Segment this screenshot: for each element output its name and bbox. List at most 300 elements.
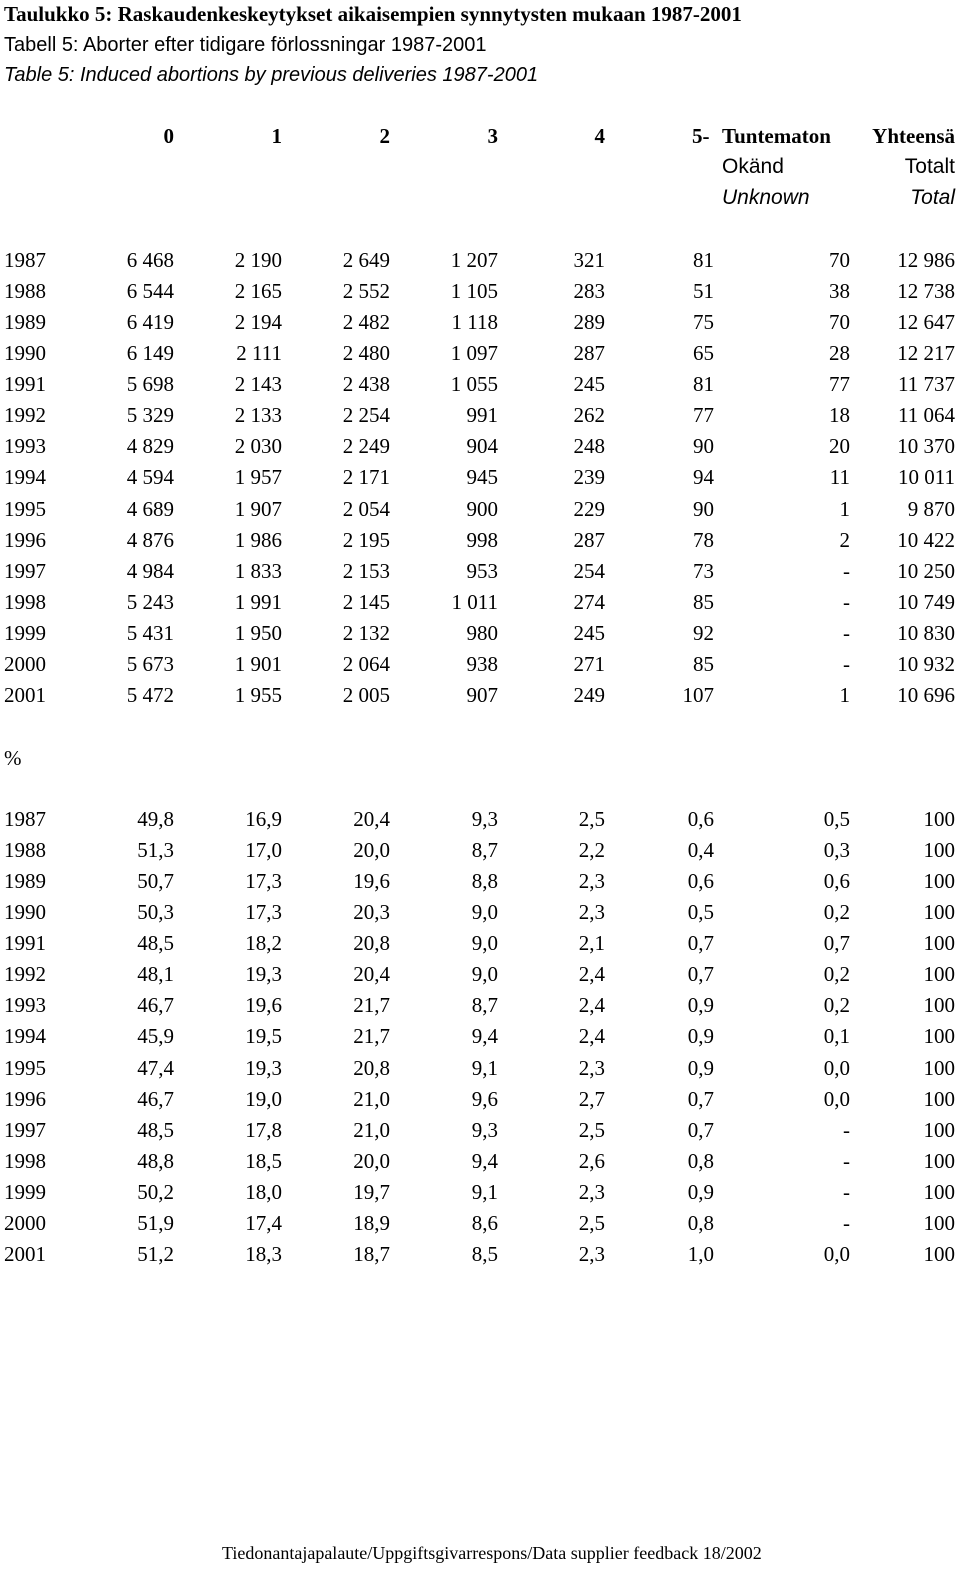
- column-header-2: 2: [379, 124, 390, 148]
- table-cell: 18,5: [245, 1148, 282, 1173]
- table-cell: 12 217: [897, 341, 955, 366]
- table-cell: 16,9: [245, 807, 282, 831]
- table-cell: 85: [693, 589, 714, 614]
- table-cell: 11: [829, 465, 850, 490]
- table-cell: 2 194: [234, 310, 282, 335]
- table-row: [0, 620, 960, 646]
- table-cell: 12 738: [897, 279, 955, 304]
- table-row: [0, 1241, 960, 1267]
- table-cell: 48,5: [137, 931, 174, 956]
- table-cell: 73: [693, 558, 714, 583]
- table-cell: -: [843, 589, 850, 614]
- table-cell: 10 932: [897, 651, 955, 676]
- table-cell: 5 673: [126, 651, 174, 676]
- table-row: [0, 402, 960, 428]
- table-cell: 2 145: [342, 589, 390, 614]
- table-row: [0, 930, 960, 956]
- table-cell: 274: [573, 589, 605, 614]
- table-cell: 239: [573, 465, 605, 490]
- table-cell: 70: [829, 310, 850, 335]
- table-cell: 2 190: [234, 248, 282, 272]
- table-cell: 2 480: [342, 341, 390, 366]
- row-year: 1990: [4, 341, 46, 366]
- row-year: 2000: [4, 1210, 46, 1235]
- table-cell: 2 254: [342, 403, 390, 428]
- table-cell: 5 698: [126, 372, 174, 397]
- table-cell: 2 064: [342, 651, 390, 676]
- table-cell: 100: [923, 931, 955, 956]
- table-row: [0, 1210, 960, 1236]
- table-cell: 9,4: [471, 1024, 498, 1049]
- row-year: 1994: [4, 465, 46, 490]
- table-cell: 9,3: [471, 1117, 498, 1142]
- table-cell: 77: [693, 403, 714, 428]
- table-cell: 45,9: [137, 1024, 174, 1049]
- table-cell: 4 689: [126, 496, 174, 521]
- table-cell: 2 649: [342, 248, 390, 272]
- table-cell: 78: [693, 527, 714, 552]
- table-cell: 0,0: [823, 1055, 850, 1080]
- row-year: 1987: [4, 807, 46, 831]
- table-cell: 2,3: [578, 1055, 605, 1080]
- row-year: 1992: [4, 962, 46, 987]
- column-header-total-fi: Yhteensä: [872, 124, 955, 148]
- table-cell: 2,3: [578, 1241, 605, 1266]
- table-row: [0, 1179, 960, 1205]
- table-cell: 19,6: [353, 869, 390, 894]
- table-cell: 81: [693, 372, 714, 397]
- table-cell: 10 696: [897, 682, 955, 707]
- table-cell: 2 195: [342, 527, 390, 552]
- table-cell: 18,2: [245, 931, 282, 956]
- table-cell: 1 105: [450, 279, 498, 304]
- table-cell: 46,7: [137, 993, 174, 1018]
- table-cell: 0,9: [687, 1179, 714, 1204]
- table-cell: 2,1: [578, 931, 605, 956]
- table-cell: 8,6: [471, 1210, 498, 1235]
- row-year: 1994: [4, 1024, 46, 1049]
- table-cell: 51,9: [137, 1210, 174, 1235]
- table-cell: 2,5: [578, 1210, 605, 1235]
- table-cell: 2 132: [342, 620, 390, 645]
- table-cell: 9,3: [471, 807, 498, 831]
- table-cell: 28: [829, 341, 850, 366]
- table-cell: 18,0: [245, 1179, 282, 1204]
- table-cell: 10 250: [897, 558, 955, 583]
- table-cell: 65: [693, 341, 714, 366]
- table-cell: 1 957: [234, 465, 282, 490]
- table-cell: 0,1: [823, 1024, 850, 1049]
- table-cell: 2,7: [578, 1086, 605, 1111]
- table-cell: 1 097: [450, 341, 498, 366]
- row-year: 1991: [4, 372, 46, 397]
- table-cell: 1 955: [234, 682, 282, 707]
- table-cell: 38: [829, 279, 850, 304]
- table-cell: 18,3: [245, 1241, 282, 1266]
- table-row: [0, 682, 960, 708]
- table-cell: 17,0: [245, 838, 282, 863]
- table-cell: 100: [923, 1117, 955, 1142]
- table-cell: 1 907: [234, 496, 282, 521]
- table-row: [0, 992, 960, 1018]
- table-cell: 20,0: [353, 1148, 390, 1173]
- table-cell: 0,6: [823, 869, 850, 894]
- table-cell: 0,7: [687, 1086, 714, 1111]
- row-year: 1988: [4, 279, 46, 304]
- table-row: [0, 806, 960, 832]
- table-cell: 107: [682, 682, 714, 707]
- table-cell: 6 544: [126, 279, 174, 304]
- table-cell: -: [843, 1179, 850, 1204]
- table-cell: 1,0: [687, 1241, 714, 1266]
- table-cell: 0,9: [687, 1055, 714, 1080]
- table-cell: 100: [923, 1148, 955, 1173]
- table-row: [0, 1117, 960, 1143]
- table-row: [0, 527, 960, 553]
- table-cell: 2 133: [234, 403, 282, 428]
- table-cell: 70: [829, 248, 850, 272]
- column-header-unknown-en: Unknown: [722, 186, 810, 209]
- table-cell: 262: [573, 403, 605, 428]
- table-cell: 19,7: [353, 1179, 390, 1204]
- table-cell: 289: [573, 310, 605, 335]
- table-cell: 85: [693, 651, 714, 676]
- table-cell: 0,6: [687, 869, 714, 894]
- table-cell: 283: [573, 279, 605, 304]
- row-year: 1995: [4, 496, 46, 521]
- row-year: 1996: [4, 527, 46, 552]
- table-cell: 20: [829, 434, 850, 459]
- table-cell: 21,7: [353, 1024, 390, 1049]
- table-cell: 0,8: [687, 1148, 714, 1173]
- table-cell: 2 111: [236, 341, 282, 366]
- table-cell: -: [843, 620, 850, 645]
- table-cell: 1 833: [234, 558, 282, 583]
- table-cell: 8,7: [471, 838, 498, 863]
- table-cell: 17,8: [245, 1117, 282, 1142]
- table-cell: 100: [923, 1179, 955, 1204]
- table-cell: 0,0: [823, 1086, 850, 1111]
- table-cell: 1 950: [234, 620, 282, 645]
- table-row: [0, 899, 960, 925]
- table-title-swedish: Tabell 5: Aborter efter tidigare förlossningar 1987-2001: [4, 34, 487, 56]
- table-cell: 100: [923, 838, 955, 863]
- table-cell: -: [843, 1148, 850, 1173]
- column-header-5-plus: 5-: [692, 124, 710, 148]
- table-cell: 9,0: [471, 962, 498, 987]
- table-cell: 2 552: [342, 279, 390, 304]
- table-row: [0, 868, 960, 894]
- row-year: 1988: [4, 838, 46, 863]
- table-cell: 2 165: [234, 279, 282, 304]
- table-cell: 46,7: [137, 1086, 174, 1111]
- table-cell: 1 055: [450, 372, 498, 397]
- table-cell: 19,0: [245, 1086, 282, 1111]
- table-cell: 9,1: [471, 1179, 498, 1204]
- table-cell: 1: [839, 682, 850, 707]
- table-cell: 2 482: [342, 310, 390, 335]
- column-header-unknown-sv: Okänd: [722, 155, 784, 178]
- table-cell: 945: [466, 465, 498, 490]
- row-year: 1992: [4, 403, 46, 428]
- table-cell: -: [843, 651, 850, 676]
- column-header-4: 4: [594, 124, 605, 148]
- table-cell: 2: [839, 527, 850, 552]
- table-cell: 0,7: [687, 1117, 714, 1142]
- table-cell: 12 647: [897, 310, 955, 335]
- table-cell: 287: [573, 527, 605, 552]
- table-cell: 8,5: [471, 1241, 498, 1266]
- table-cell: 2 143: [234, 372, 282, 397]
- table-cell: 77: [829, 372, 850, 397]
- table-cell: 9,4: [471, 1148, 498, 1173]
- table-cell: 900: [466, 496, 498, 521]
- table-row: [0, 496, 960, 522]
- row-year: 2000: [4, 651, 46, 676]
- table-cell: 100: [923, 807, 955, 831]
- table-cell: 21,7: [353, 993, 390, 1018]
- table-cell: 0,6: [687, 807, 714, 831]
- table-cell: 1: [839, 496, 850, 521]
- table-cell: 4 829: [126, 434, 174, 459]
- column-header-3: 3: [487, 124, 498, 148]
- column-header-total-sv: Totalt: [904, 155, 955, 178]
- table-cell: 0,7: [687, 931, 714, 956]
- table-cell: 980: [466, 620, 498, 645]
- table-row: [0, 589, 960, 615]
- table-cell: 20,4: [353, 807, 390, 831]
- header-row-english: [0, 185, 960, 211]
- table-cell: 2,3: [578, 900, 605, 925]
- table-cell: 50,7: [137, 869, 174, 894]
- table-cell: 10 011: [898, 465, 955, 490]
- table-cell: 100: [923, 962, 955, 987]
- table-cell: 50,2: [137, 1179, 174, 1204]
- table-cell: 0,3: [823, 838, 850, 863]
- row-year: 1999: [4, 1179, 46, 1204]
- table-cell: 9,0: [471, 931, 498, 956]
- table-cell: 245: [573, 620, 605, 645]
- table-row: [0, 1148, 960, 1174]
- table-cell: 18: [829, 403, 850, 428]
- table-cell: 938: [466, 651, 498, 676]
- table-cell: 0,7: [687, 962, 714, 987]
- table-cell: 51,2: [137, 1241, 174, 1266]
- table-cell: 100: [923, 900, 955, 925]
- table-cell: 100: [923, 1210, 955, 1235]
- table-cell: 0,2: [823, 962, 850, 987]
- table-cell: 20,0: [353, 838, 390, 863]
- table-cell: 9,1: [471, 1055, 498, 1080]
- table-cell: 2 249: [342, 434, 390, 459]
- table-cell: 47,4: [137, 1055, 174, 1080]
- table-cell: 5 243: [126, 589, 174, 614]
- row-year: 1989: [4, 310, 46, 335]
- table-cell: 2 030: [234, 434, 282, 459]
- table-row: [0, 340, 960, 366]
- table-cell: 1 118: [451, 310, 498, 335]
- table-cell: 4 876: [126, 527, 174, 552]
- table-cell: 5 329: [126, 403, 174, 428]
- table-row: [0, 837, 960, 863]
- table-cell: 0,5: [687, 900, 714, 925]
- table-cell: 2 171: [342, 465, 390, 490]
- table-cell: 1 991: [234, 589, 282, 614]
- table-cell: 17,4: [245, 1210, 282, 1235]
- row-year: 1993: [4, 993, 46, 1018]
- table-cell: 10 370: [897, 434, 955, 459]
- table-title-finnish: Taulukko 5: Raskaudenkeskeytykset aikaisempien synnytysten mukaan 1987-2001: [4, 2, 742, 26]
- table-cell: 0,2: [823, 900, 850, 925]
- table-row: [0, 309, 960, 335]
- table-cell: 0,9: [687, 993, 714, 1018]
- table-cell: 2,2: [578, 838, 605, 863]
- row-year: 2001: [4, 1241, 46, 1266]
- table-cell: 2,4: [578, 993, 605, 1018]
- row-year: 2001: [4, 682, 46, 707]
- row-year: 1990: [4, 900, 46, 925]
- table-cell: 8,7: [471, 993, 498, 1018]
- table-cell: -: [843, 1117, 850, 1142]
- table-cell: 9,0: [471, 900, 498, 925]
- table-cell: 6 149: [126, 341, 174, 366]
- table-cell: 287: [573, 341, 605, 366]
- table-cell: 2,4: [578, 962, 605, 987]
- table-cell: 0,7: [823, 931, 850, 956]
- column-header-0: 0: [163, 124, 174, 148]
- column-header-unknown-fi: Tuntematon: [722, 124, 831, 148]
- table-row: [0, 651, 960, 677]
- table-cell: 953: [466, 558, 498, 583]
- table-cell: 75: [693, 310, 714, 335]
- table-cell: 4 594: [126, 465, 174, 490]
- table-cell: 10 422: [897, 527, 955, 552]
- table-cell: 10 830: [897, 620, 955, 645]
- table-cell: 1 901: [234, 651, 282, 676]
- table-cell: 271: [573, 651, 605, 676]
- table-cell: 0,0: [823, 1241, 850, 1266]
- table-cell: 2,5: [578, 1117, 605, 1142]
- table-cell: 19,6: [245, 993, 282, 1018]
- row-year: 1997: [4, 1117, 46, 1142]
- row-year: 1998: [4, 589, 46, 614]
- table-cell: 20,3: [353, 900, 390, 925]
- column-header-total-en: Total: [910, 186, 955, 209]
- table-cell: 904: [466, 434, 498, 459]
- table-cell: 19,3: [245, 1055, 282, 1080]
- table-cell: 100: [923, 1241, 955, 1266]
- table-cell: 2,5: [578, 807, 605, 831]
- table-cell: 2 438: [342, 372, 390, 397]
- header-row-swedish: [0, 154, 960, 180]
- table-cell: 2,3: [578, 869, 605, 894]
- table-cell: 321: [573, 248, 605, 272]
- table-cell: 12 986: [897, 248, 955, 272]
- table-cell: 18,7: [353, 1241, 390, 1266]
- table-cell: 6 419: [126, 310, 174, 335]
- table-cell: 51: [693, 279, 714, 304]
- table-row: [0, 247, 960, 273]
- table-row: [0, 464, 960, 490]
- table-cell: 5 431: [126, 620, 174, 645]
- table-cell: 249: [573, 682, 605, 707]
- table-cell: 50,3: [137, 900, 174, 925]
- table-cell: 21,0: [353, 1117, 390, 1142]
- row-year: 1987: [4, 248, 46, 272]
- table-cell: 11 064: [898, 403, 955, 428]
- table-cell: 100: [923, 869, 955, 894]
- footer-text: Tiedonantajapalaute/Uppgiftsgivarrespons/Data supplier feedback 18/2002: [222, 1543, 762, 1563]
- table-cell: 0,9: [687, 1024, 714, 1049]
- table-cell: 17,3: [245, 869, 282, 894]
- table-cell: 248: [573, 434, 605, 459]
- table-cell: -: [843, 1210, 850, 1235]
- table-row: [0, 433, 960, 459]
- row-year: 1989: [4, 869, 46, 894]
- row-year: 1997: [4, 558, 46, 583]
- table-cell: 0,5: [823, 807, 850, 831]
- table-cell: 1 986: [234, 527, 282, 552]
- table-cell: -: [843, 558, 850, 583]
- table-row: [0, 278, 960, 304]
- table-cell: 20,8: [353, 931, 390, 956]
- table-cell: 48,8: [137, 1148, 174, 1173]
- table-cell: 10 749: [897, 589, 955, 614]
- table-cell: 5 472: [126, 682, 174, 707]
- table-row: [0, 1055, 960, 1081]
- table-row: [0, 1086, 960, 1112]
- table-cell: 19,3: [245, 962, 282, 987]
- row-year: 1999: [4, 620, 46, 645]
- table-cell: 90: [693, 434, 714, 459]
- row-year: 1993: [4, 434, 46, 459]
- row-year: 1991: [4, 931, 46, 956]
- table-cell: 81: [693, 248, 714, 272]
- table-cell: 92: [693, 620, 714, 645]
- percent-section-label: %: [4, 746, 22, 770]
- table-cell: 2,6: [578, 1148, 605, 1173]
- table-cell: 1 011: [451, 589, 498, 614]
- table-cell: 90: [693, 496, 714, 521]
- row-year: 1998: [4, 1148, 46, 1173]
- table-cell: 2,4: [578, 1024, 605, 1049]
- table-cell: 1 207: [450, 248, 498, 272]
- table-cell: 2 005: [342, 682, 390, 707]
- table-row: [0, 371, 960, 397]
- table-cell: 100: [923, 993, 955, 1018]
- table-cell: 998: [466, 527, 498, 552]
- column-header-1: 1: [271, 124, 282, 148]
- table-cell: 0,4: [687, 838, 714, 863]
- table-cell: 19,5: [245, 1024, 282, 1049]
- table-cell: 2 153: [342, 558, 390, 583]
- table-cell: 18,9: [353, 1210, 390, 1235]
- table-cell: 9 870: [907, 496, 955, 521]
- table-cell: 8,8: [471, 869, 498, 894]
- table-cell: 100: [923, 1055, 955, 1080]
- table-cell: 991: [466, 403, 498, 428]
- table-cell: 20,8: [353, 1055, 390, 1080]
- table-cell: 2,3: [578, 1179, 605, 1204]
- table-cell: 100: [923, 1086, 955, 1111]
- table-row: [0, 558, 960, 584]
- table-cell: 4 984: [126, 558, 174, 583]
- table-cell: 21,0: [353, 1086, 390, 1111]
- table-cell: 48,1: [137, 962, 174, 987]
- table-cell: 254: [573, 558, 605, 583]
- table-cell: 94: [693, 465, 714, 490]
- table-cell: 20,4: [353, 962, 390, 987]
